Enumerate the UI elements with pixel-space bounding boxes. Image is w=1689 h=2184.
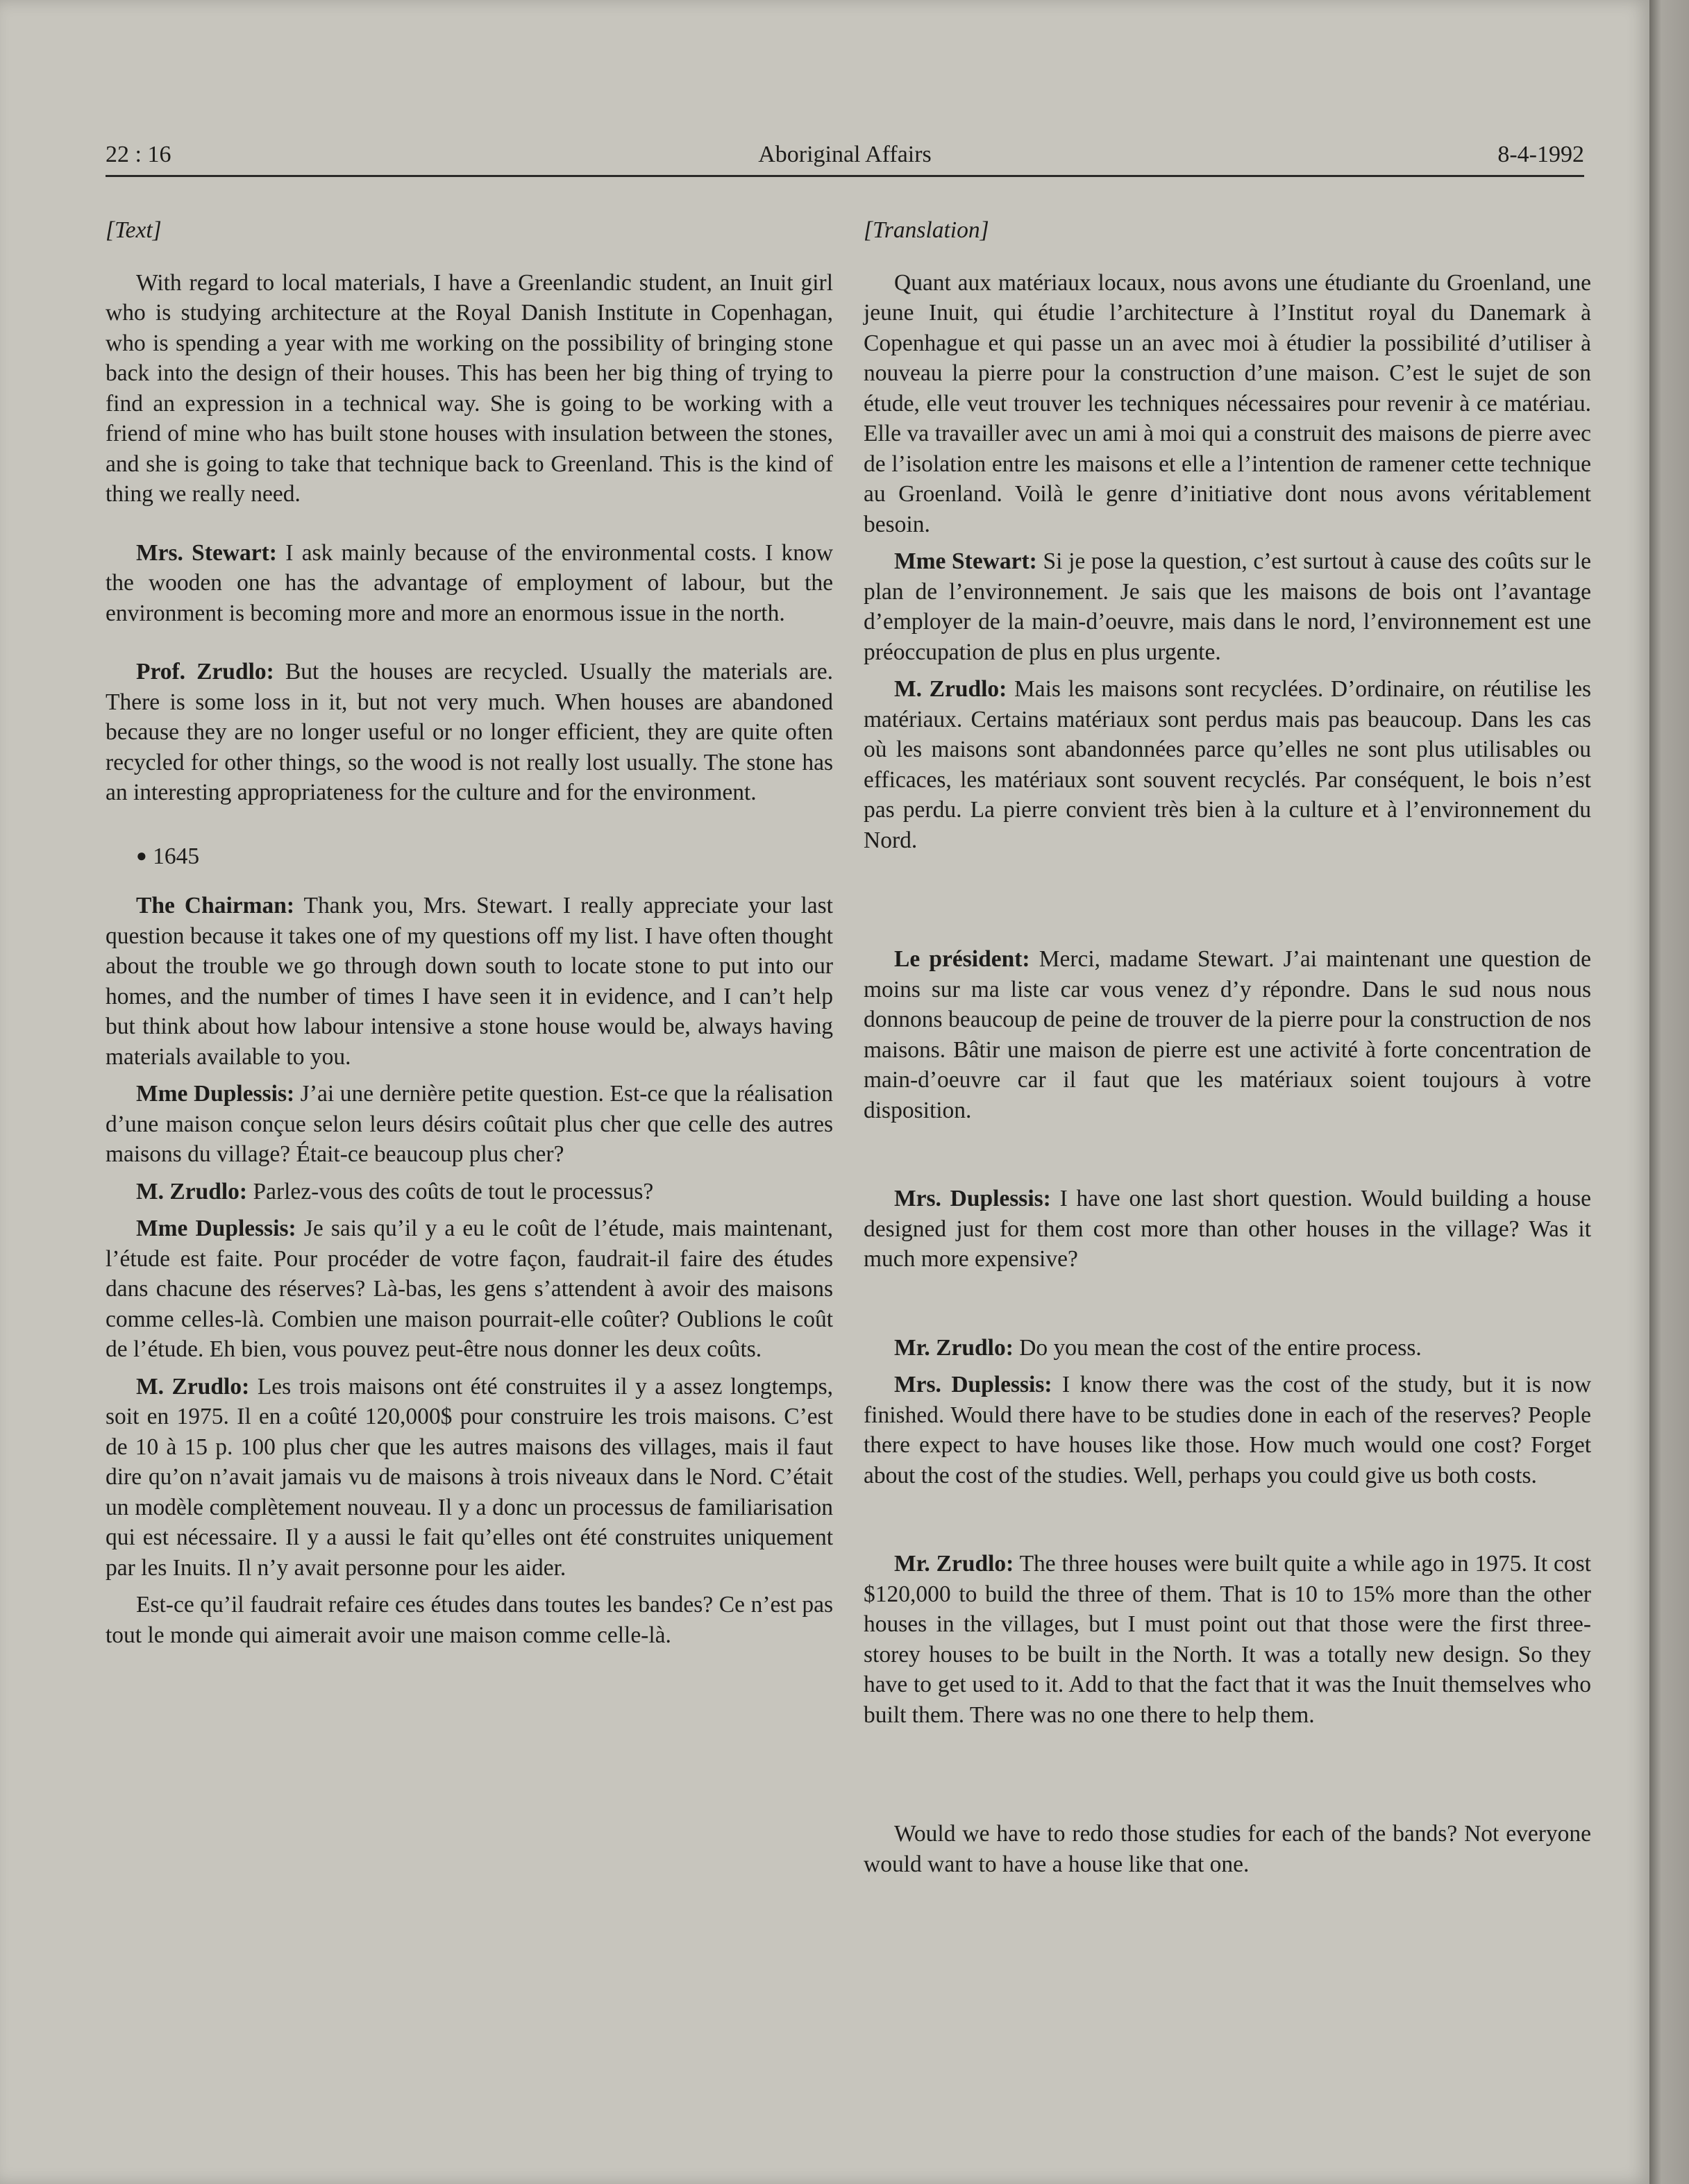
speaker-name: M. Zrudlo: xyxy=(136,1373,250,1400)
translation-column xyxy=(864,215,1591,1879)
paragraph xyxy=(864,674,1591,855)
paragraph-text: Quant aux matériaux locaux, nous avons une étudiante du Groenland, une jeune Inuit, qui étudie l’architecture à l’Institut royal du Danemark à Copenhague et qui passe un an avec moi à étudier la possibilité d’utiliser à nouveau la pierre pour la construction d’une maison. C’est le sujet de son étude, elle veut trouver les techniques nécessaires pour revenir à ce matériau. Elle va travailler avec un ami à moi qui a construit des maisons de pierre avec de l’isolation entre les maisons et elle a l’intention de ramener cette technique au Groenland. Voilà le genre d’initiative dont nous avons véritablement besoin. xyxy=(864,269,1591,537)
paragraph xyxy=(106,1079,833,1170)
paragraph xyxy=(106,268,833,510)
paragraph xyxy=(106,1213,833,1365)
column-label: [Text] xyxy=(106,217,162,243)
paragraph xyxy=(864,546,1591,667)
speaker-name: Mr. Zrudlo: xyxy=(894,1551,1014,1577)
paragraph-text: Would we have to redo those studies for each of the bands? Not everyone would want to have a house like that one. xyxy=(864,1821,1591,1877)
bullet-icon: ● xyxy=(136,845,147,866)
paragraph-text: J’ai une dernière petite question. Est-ce que la réalisation d’une maison conçue selon leurs désirs coûtait plus cher que celle des autres maisons du village? Était-ce beaucoup plus cher? xyxy=(106,1081,833,1167)
time-marker-value: 1645 xyxy=(153,843,200,869)
speaker-name: M. Zrudlo: xyxy=(136,1178,248,1204)
paragraph xyxy=(106,538,833,629)
paragraph-text: Les trois maisons ont été construites il y a assez longtemps, soit en 1975. Il en a coûté 120,000$ pour construire les trois maisons. C’est de 10 à 15 p. 100 plus cher que les autres maisons des villages, mais il faut dire qu’on n’avait jamais vu de maisons à trois niveaux dans le Nord. C’était un modèle complètement nouveau. Il y a donc un processus de familiarisation qui est nécessaire. Il y a aussi le fait qu’elles ont été construites uniquement par les Inuits. Il n’y avait personne pour les aider. xyxy=(106,1373,834,1581)
paragraph xyxy=(864,1333,1591,1363)
paragraph-text: With regard to local materials, I have a Greenlandic student, an Inuit girl who is studying architecture at the Royal Danish Institute in Copenhagan, who is spending a year with me working on the possibility of bringing stone back into the design of their houses. This has been her big thing of trying to find an expression in a technical way. She is going to be working with a friend of mine who has built stone houses with insulation between the stones, and she is going to take that technique back to Greenland. This is the kind of thing we really need. xyxy=(106,269,833,507)
speaker-name: Mr. Zrudlo: xyxy=(894,1334,1014,1361)
paragraph xyxy=(864,1819,1591,1879)
paragraph xyxy=(864,944,1591,1125)
column-label: [Translation] xyxy=(864,217,989,243)
binding-edge xyxy=(1649,0,1689,2184)
paragraph-text: The three houses were built quite a while ago in 1975. It cost $120,000 to build the three of them. That is 10 to 15% more than the other houses in the villages, but I must point out that those were the first three-storey houses to be built in the North. It was a totally new design. So they have to get used to it. Add to that the fact that it was the Inuit themselves who built them. There was no one there to help them. xyxy=(864,1551,1591,1728)
paragraph xyxy=(106,657,833,808)
sitting-date: 8-4-1992 xyxy=(1497,142,1584,167)
paragraph-text: Mais les maisons sont recyclées. D’ordinaire, on réutilise les matériaux. Certains matériaux sont perdus mais pas beaucoup. Dans les cas où les maisons sont abandonnées parce qu’elles ne sont plus utilisables ou efficaces, les matériaux sont souvent recyclés. Par conséquent, le bois n’est pas perdu. La pierre convient très bien à la culture et à l’environnement du Nord. xyxy=(864,676,1591,853)
paragraph xyxy=(864,1370,1591,1490)
speaker-name: Mrs. Duplessis: xyxy=(894,1186,1051,1211)
paragraph-text: Si je pose la question, c’est surtout à cause des coûts sur le plan de l’environnement. Je sais que les maisons de bois ont l’avantage d’employer de la main-d’oeuvre, mais dans le nord, l’environnement est une préoccupation de plus en plus urgente. xyxy=(864,548,1591,665)
paragraph xyxy=(106,1590,833,1650)
paragraph xyxy=(864,1184,1591,1275)
speaker-name: Mme Duplessis: xyxy=(136,1216,296,1241)
time-marker xyxy=(106,841,833,872)
paragraph xyxy=(864,1549,1591,1730)
speaker-name: M. Zrudlo: xyxy=(894,676,1007,702)
paragraph xyxy=(106,1372,833,1584)
speaker-name: Mrs. Stewart: xyxy=(136,539,277,566)
speaker-name: Mme Stewart: xyxy=(894,548,1037,574)
page-number: 22 : 16 xyxy=(106,142,171,167)
paragraph-text: I ask mainly because of the environmental costs. I know the wooden one has the advantage of employment of labour, but the environment is becoming more and more an enormous issue in the north. xyxy=(106,539,833,626)
speaker-name: The Chairman: xyxy=(136,893,295,918)
paragraph-text: But the houses are recycled. Usually the materials are. There is some loss in it, but not very much. When houses are abandoned because they are no longer useful or no longer efficient, they are quite often recycled for other things, so the wood is not really lost usually. The stone has an interesting appropriateness for the culture and for the environment. xyxy=(106,659,834,805)
paragraph-text: Thank you, Mrs. Stewart. I really appreciate your last question because it takes one of my questions off my list. I have often thought about the trouble we go through down south to locate stone to put into our homes, and the number of times I have seen it in evidence, and I can’t help but think about how labour intensive a stone house would be, always having materials available to you. xyxy=(106,893,833,1070)
paragraph-text: Merci, madame Stewart. J’ai maintenant une question de moins sur ma liste car vous venez d’y répondre. Dans le sud nous nous donnons beaucoup de peine de trouver de la pierre pour la construction de nos maisons. Bâtir une maison de pierre est une activité à forte concentration de main-d’oeuvre car il faut que les matériaux soient toujours à votre disposition. xyxy=(864,946,1591,1123)
paragraph xyxy=(106,1177,833,1207)
text-column xyxy=(106,215,833,1650)
paragraph-text: Parlez-vous des coûts de tout le processus? xyxy=(253,1178,654,1204)
paragraph-text: Est-ce qu’il faudrait refaire ces études dans toutes les bandes? Ce n’est pas tout le monde qui aimerait avoir une maison comme celle-là. xyxy=(106,1592,833,1648)
speaker-name: Le président: xyxy=(894,946,1030,972)
paragraph-text: I have one last short question. Would building a house designed just for them cost more than other houses in the village? Was it much more expensive? xyxy=(864,1186,1592,1272)
running-header xyxy=(106,139,1584,177)
paragraph xyxy=(106,891,833,1072)
paragraph-text: Je sais qu’il y a eu le coût de l’étude, mais maintenant, l’étude est faite. Pour procéder de votre façon, faudrait-il faire des études dans chacune des réserves? Là-bas, les gens s’attendent à avoir des maisons comme celles-là. Combien une maison pourrait-elle coûter? Oublions le coût de l’étude. Eh bien, vous pouvez peut-être nous donner les deux coûts. xyxy=(106,1216,833,1362)
publication-title: Aboriginal Affairs xyxy=(758,142,932,167)
speaker-name: Prof. Zrudlo: xyxy=(136,659,274,684)
speaker-name: Mme Duplessis: xyxy=(136,1081,295,1107)
paragraph xyxy=(864,268,1591,540)
paragraph-text: I know there was the cost of the study, but it is now finished. Would there have to be studies done in each of the reserves? People there expect to have houses like those. How much would one cost? Forget about the cost of the studies. Well, perhaps you could give us both costs. xyxy=(864,1372,1592,1488)
paragraph-text: Do you mean the cost of the entire process. xyxy=(1019,1334,1422,1361)
speaker-name: Mrs. Duplessis: xyxy=(894,1372,1052,1397)
